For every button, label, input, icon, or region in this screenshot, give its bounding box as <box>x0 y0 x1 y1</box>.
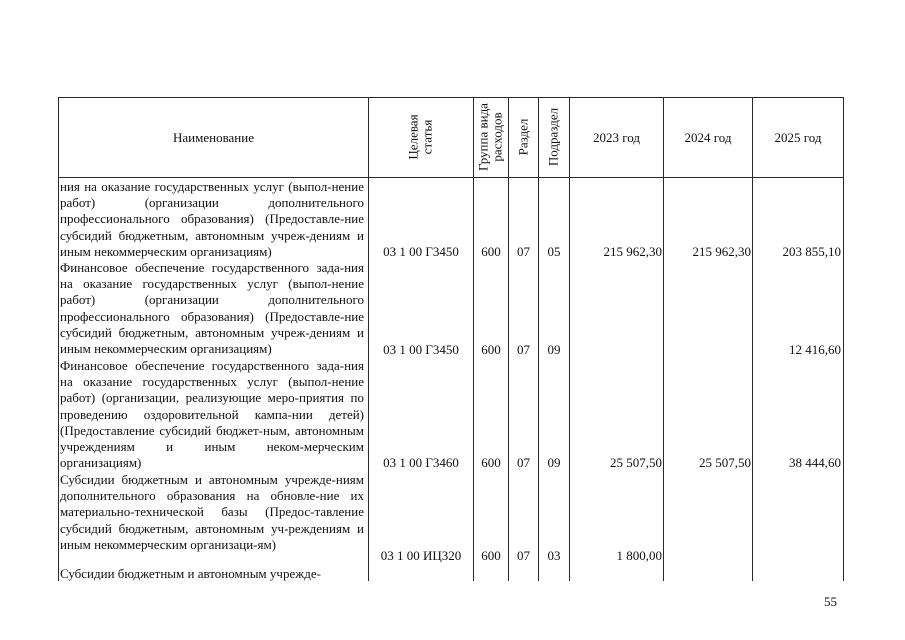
row-2024: 215 962,30 <box>692 244 751 259</box>
row-name: Субсидии бюджетным и автономным учрежде-ниям дополнительного образования на обновле-ние их материально-технической базы (Предос-тавление субсидий бюджетным, автономным уч-реждениям и иным некоммерческим организаци-ям) <box>60 472 364 552</box>
row-subsection: 09 <box>547 455 561 470</box>
header-section: Раздел <box>515 118 531 156</box>
row-2024: 25 507,50 <box>699 455 751 470</box>
row-section: 07 <box>517 244 530 259</box>
header-bottom-border <box>58 177 844 178</box>
col-border <box>538 97 539 581</box>
row-section: 07 <box>517 548 530 563</box>
row-subsection: 03 <box>547 548 561 563</box>
row-group: 600 <box>481 548 501 563</box>
row-group: 600 <box>481 244 501 259</box>
header-group: Группа вида расходов <box>475 103 505 171</box>
row-subsection: 05 <box>547 244 561 259</box>
header-2024: 2024 год <box>684 129 732 145</box>
row-name: ния на оказание государственных услуг (выпол-нение работ) (организации дополнительного профессионального образования) (Предоставле-ние субсидий бюджетным, автономным учреж-дениям и иным некоммерческим организациям) <box>60 179 364 259</box>
header-2023: 2023 год <box>593 129 640 145</box>
row-name: Финансовое обеспечение государственного зада-ния на оказание государственных услуг (выпол-нение работ) (организации дополнительного профессионального образования) (Предоставле-ние субсидий бюджетным, автономным учреж-дениям и иным некоммерческим организациям) <box>60 260 364 357</box>
header-subsection: Подраздел <box>545 107 561 167</box>
row-name: Субсидии бюджетным и автономным учрежде- <box>60 566 321 581</box>
row-section: 07 <box>517 455 530 470</box>
row-2023: 1 800,00 <box>616 548 662 563</box>
row-subsection: 09 <box>547 342 561 357</box>
row-target: 03 1 00 Г3450 <box>383 244 459 259</box>
page-number: 55 <box>824 594 837 609</box>
header-name: Наименование <box>173 129 254 145</box>
col-border <box>843 97 844 581</box>
col-border <box>368 97 369 581</box>
row-section: 07 <box>517 342 530 357</box>
row-target: 03 1 00 Г3450 <box>383 342 459 357</box>
row-2025: 203 855,10 <box>782 244 841 259</box>
row-2025: 38 444,60 <box>789 455 841 470</box>
header-target: Целевая статья <box>405 114 435 160</box>
row-2023: 25 507,50 <box>610 455 662 470</box>
row-group: 600 <box>481 342 501 357</box>
header-2025: 2025 год <box>774 129 822 145</box>
row-target: 03 1 00 ИЦ320 <box>380 548 462 563</box>
row-name: Финансовое обеспечение государственного зада-ния на оказание государственных услуг (выпол-нение работ) (организации, реализующие меро-приятия по проведению оздоровительной кампа-нии детей) (Предоставление субсидий бюджет-ным, автономным учреждениям и иным неком-мерческим организациям) <box>60 358 364 471</box>
row-2025: 12 416,60 <box>789 342 841 357</box>
row-group: 600 <box>481 455 501 470</box>
row-target: 03 1 00 Г3460 <box>383 455 459 470</box>
row-2023: 215 962,30 <box>603 244 662 259</box>
